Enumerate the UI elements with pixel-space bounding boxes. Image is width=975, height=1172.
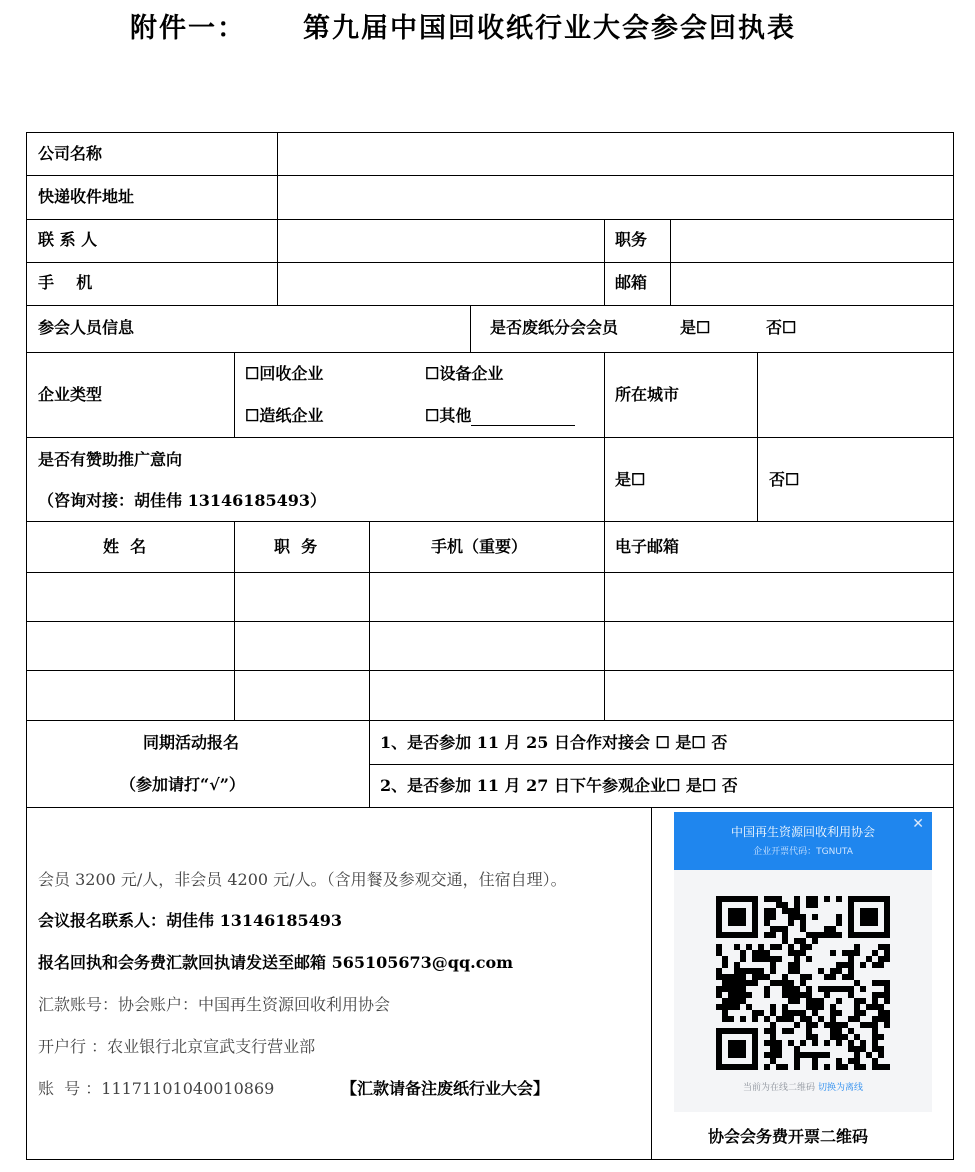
enterprise-type-label: 企业类型 [38, 385, 103, 404]
col-divider [604, 219, 605, 305]
col-divider [470, 305, 471, 352]
col-header-position: 职 务 [274, 537, 318, 556]
sponsor-yes-checkbox[interactable]: 是☐ [615, 470, 646, 489]
contact-label: 联 系 人 [38, 230, 98, 249]
row-divider [26, 437, 954, 438]
remittance-remark: 【汇款请备注废纸行业大会】 [341, 1079, 550, 1098]
row-divider [26, 521, 954, 522]
activities-hint: （参加请打“√”） [120, 775, 245, 794]
row-divider [26, 219, 954, 220]
attendee-position-field[interactable] [235, 671, 369, 720]
send-to-email: 报名回执和会务费汇款回执请发送至邮箱 565105673@qq.com [38, 953, 514, 972]
attendee-mobile-field[interactable] [370, 622, 604, 670]
activity-item-2[interactable]: 2、是否参加 11 月 27 日下午参观企业☐ 是☐ 否 [380, 776, 738, 795]
type-paper-checkbox[interactable]: ☐造纸企业 [245, 406, 324, 425]
row-divider [26, 262, 954, 263]
city-label: 所在城市 [615, 385, 680, 404]
qr-header [674, 812, 932, 870]
member-yes-checkbox[interactable]: 是☐ [680, 318, 711, 337]
bank-name: 开户行 ：农业银行北京宣武支行营业部 [38, 1037, 316, 1056]
sponsor-question: 是否有赞助推广意向 [38, 450, 183, 469]
account-number [38, 1079, 274, 1099]
col-divider [670, 219, 671, 305]
row-divider [26, 807, 954, 808]
row-divider [26, 352, 954, 353]
switch-offline-link[interactable]: 切换为离线 [817, 1083, 863, 1093]
fee-text: 会员 3200 元/人，非会员 4200 元/人。（含用餐及参观交通，住宿自理）。 [38, 870, 567, 889]
col-divider [277, 132, 278, 305]
attendee-email-field[interactable] [605, 671, 953, 720]
type-other-label: ☐其他 [425, 406, 472, 425]
member-question: 是否废纸分会会员 [490, 318, 619, 337]
registration-contact: 会议报名联系人：胡佳伟 13146185493 [38, 911, 343, 930]
activity-item-1[interactable]: 1、是否参加 11 月 25 日合作对接会 ☐ 是☐ 否 [380, 733, 728, 752]
attendee-name-field[interactable] [27, 622, 234, 670]
company-name-label: 公司名称 [38, 144, 103, 163]
attendee-email-field[interactable] [605, 573, 953, 621]
qr-caption: 协会会务费开票二维码 [708, 1127, 869, 1146]
row-divider [26, 305, 954, 306]
mobile-label: 手 机 [38, 273, 93, 292]
col-divider [651, 807, 652, 1159]
table-border-right [953, 132, 954, 1160]
activities-label: 同期活动报名 [143, 733, 240, 752]
attendee-position-field[interactable] [235, 573, 369, 621]
attendee-name-field[interactable] [27, 573, 234, 621]
account-name: 汇款账号：协会账户：中国再生资源回收利用协会 [38, 995, 391, 1014]
close-icon[interactable]: ✕ [912, 816, 924, 832]
attendee-position-field[interactable] [235, 622, 369, 670]
account-number-label: 账 号 ： [38, 1079, 102, 1098]
sponsor-contact: （咨询对接：胡佳伟 13146185493） [38, 491, 327, 510]
type-other-input[interactable] [471, 408, 575, 426]
attendee-name-field[interactable] [27, 671, 234, 720]
col-divider [234, 352, 235, 437]
page-title: 第九届中国回收纸行业大会参会回执表 [303, 13, 796, 44]
qr-code [716, 896, 890, 1070]
qr-panel [674, 812, 932, 1112]
attendee-info-label: 参会人员信息 [38, 318, 135, 337]
attendee-mobile-field[interactable] [370, 671, 604, 720]
row-divider [26, 175, 954, 176]
position-label: 职务 [615, 230, 648, 249]
col-header-name: 姓 名 [103, 537, 147, 556]
col-divider [604, 352, 605, 521]
address-label: 快递收件地址 [38, 187, 135, 206]
type-other-checkbox[interactable] [425, 406, 575, 426]
col-header-email: 电子邮箱 [615, 537, 680, 556]
attendee-mobile-field[interactable] [370, 573, 604, 621]
account-number-value: 11171101040010869 [101, 1079, 275, 1098]
qr-code-label: 企业开票代码：TGNUTA [753, 847, 853, 857]
qr-footer [674, 1080, 932, 1093]
qr-footer-text: 当前为在线二维码 [743, 1083, 816, 1093]
row-divider [370, 764, 954, 765]
type-equipment-checkbox[interactable]: ☐设备企业 [425, 364, 504, 383]
member-no-checkbox[interactable]: 否☐ [766, 318, 797, 337]
email-label: 邮箱 [615, 273, 648, 292]
attendee-email-field[interactable] [605, 622, 953, 670]
row-divider [26, 720, 954, 721]
sponsor-no-checkbox[interactable]: 否☐ [769, 470, 800, 489]
col-divider [757, 352, 758, 521]
qr-org-name: 中国再生资源回收利用协会 [730, 825, 875, 839]
type-recycle-checkbox[interactable]: ☐回收企业 [245, 364, 324, 383]
table-border-bottom [26, 1159, 954, 1160]
row-divider [26, 132, 954, 133]
col-header-mobile: 手机（重要） [431, 537, 528, 556]
attachment-label: 附件一： [130, 13, 246, 44]
